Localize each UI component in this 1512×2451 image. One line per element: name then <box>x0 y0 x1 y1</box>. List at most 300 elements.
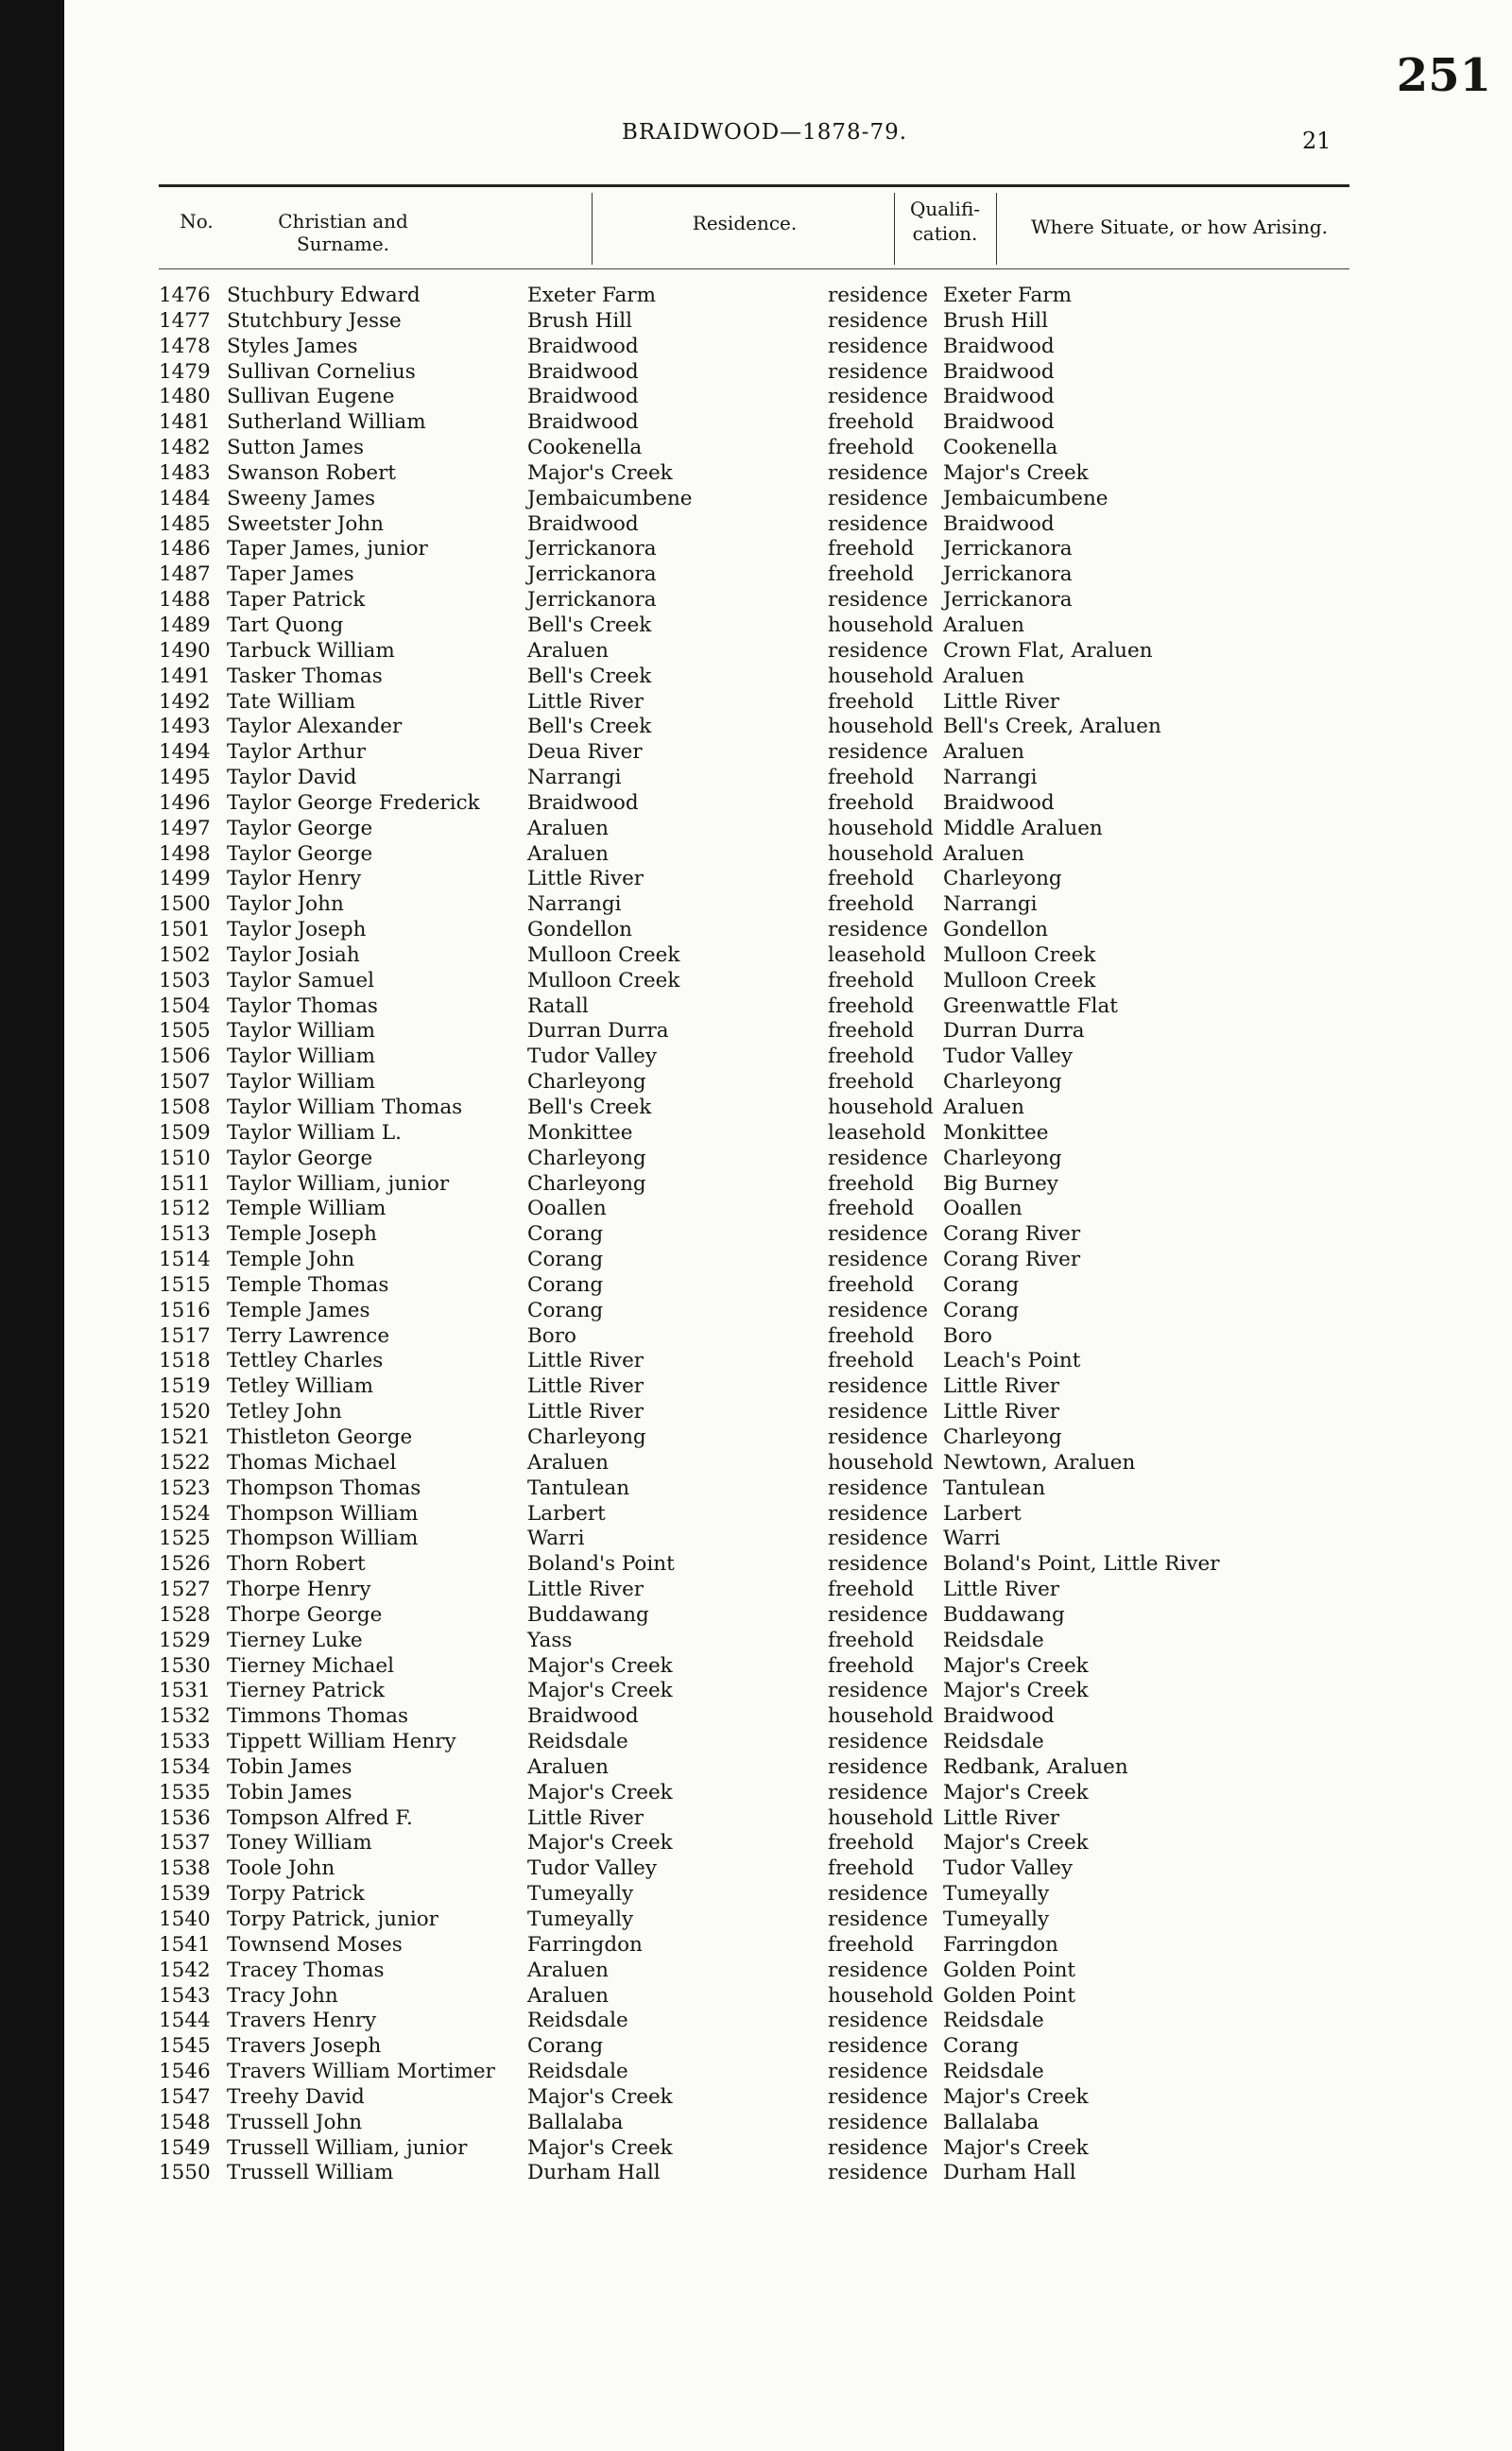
where-situate: Little River <box>943 1400 1060 1424</box>
table-row <box>64 360 1482 386</box>
entry-number: 1522 <box>159 1450 211 1475</box>
where-situate: Little River <box>943 1374 1060 1399</box>
christian-and-surname: Thorpe George <box>227 1602 383 1627</box>
christian-and-surname: Thompson William <box>227 1527 419 1551</box>
qualification: residence <box>828 588 929 613</box>
qualification: household <box>828 1704 934 1729</box>
entry-number: 1540 <box>159 1907 211 1931</box>
christian-and-surname: Toney William <box>227 1831 372 1856</box>
christian-and-surname: Taylor William L. <box>227 1120 402 1145</box>
residence: Brush Hill <box>527 308 633 333</box>
entry-number: 1481 <box>159 410 211 435</box>
qualification: household <box>828 715 934 739</box>
page-title: BRAIDWOOD—1878-79. <box>622 120 908 145</box>
entry-number: 1504 <box>159 993 211 1018</box>
entry-number: 1490 <box>159 638 211 663</box>
entry-number: 1535 <box>159 1780 211 1804</box>
residence: Charleyong <box>527 1146 646 1170</box>
where-situate: Tumeyally <box>943 1882 1050 1907</box>
entry-number: 1536 <box>159 1805 211 1830</box>
christian-and-surname: Temple William <box>227 1197 387 1221</box>
residence: Corang <box>527 1272 604 1297</box>
qualification: residence <box>828 740 929 765</box>
qualification: household <box>828 1805 934 1830</box>
christian-and-surname: Taylor David <box>227 766 357 790</box>
where-situate: Major's Creek <box>943 1679 1089 1703</box>
qualification: residence <box>828 385 929 409</box>
entry-number: 1510 <box>159 1146 211 1170</box>
table-row <box>64 1400 1482 1425</box>
where-situate: Major's Creek <box>943 1780 1089 1804</box>
entry-number: 1545 <box>159 2034 211 2059</box>
table-row <box>64 817 1482 842</box>
table-row <box>64 1730 1482 1755</box>
residence: Major's Creek <box>527 460 673 485</box>
table-row <box>64 1425 1482 1451</box>
residence: Narrangi <box>527 892 622 917</box>
qualification: residence <box>828 918 929 942</box>
residence: Major's Creek <box>527 1780 673 1804</box>
christian-and-surname: Tippett William Henry <box>227 1730 456 1754</box>
table-row <box>64 385 1482 410</box>
christian-and-surname: Sweetster John <box>227 511 384 536</box>
residence: Braidwood <box>527 334 639 358</box>
qualification: leasehold <box>828 1120 926 1145</box>
where-situate: Corang River <box>943 1222 1081 1247</box>
qualification: freehold <box>828 1044 915 1069</box>
christian-and-surname: Thomas Michael <box>227 1450 397 1475</box>
christian-and-surname: Taper James <box>227 562 354 587</box>
qualification: household <box>828 816 934 840</box>
residence: Jerrickanora <box>527 588 657 613</box>
entry-number: 1513 <box>159 1222 211 1247</box>
christian-and-surname: Taylor William <box>227 1044 375 1069</box>
table-row <box>64 1806 1482 1832</box>
entry-number: 1534 <box>159 1754 211 1779</box>
christian-and-surname: Trussell William <box>227 2161 394 2185</box>
where-situate: Greenwattle Flat <box>943 993 1118 1018</box>
where-situate: Araluen <box>943 740 1024 765</box>
christian-and-surname: Temple Joseph <box>227 1222 377 1247</box>
where-situate: Major's Creek <box>943 1831 1089 1856</box>
residence: Ballalaba <box>527 2110 624 2134</box>
residence: Little River <box>527 1349 644 1373</box>
table-row <box>64 892 1482 918</box>
entry-number: 1486 <box>159 537 211 561</box>
table-row <box>64 842 1482 868</box>
christian-and-surname: Swanson Robert <box>227 460 396 485</box>
entry-number: 1476 <box>159 284 211 307</box>
christian-and-surname: Townsend Moses <box>227 1932 403 1957</box>
table-row <box>64 994 1482 1020</box>
where-situate: Buddawang <box>943 1602 1065 1627</box>
entry-number: 1515 <box>159 1272 211 1297</box>
qualification: freehold <box>828 993 915 1018</box>
entry-number: 1527 <box>159 1578 211 1602</box>
christian-and-surname: Taylor Arthur <box>227 740 366 765</box>
qualification: residence <box>828 2060 929 2084</box>
qualification: residence <box>828 1754 929 1779</box>
where-situate: Ballalaba <box>943 2110 1040 2134</box>
entry-number: 1491 <box>159 664 211 688</box>
where-situate: Farringdon <box>943 1932 1058 1957</box>
entry-number: 1544 <box>159 2009 211 2033</box>
residence: Gondellon <box>527 918 632 942</box>
entry-number: 1489 <box>159 613 211 637</box>
residence: Braidwood <box>527 1704 639 1729</box>
christian-and-surname: Sweeny James <box>227 486 375 510</box>
qualification: residence <box>828 1527 929 1551</box>
entry-number: 1541 <box>159 1932 211 1957</box>
table-row <box>64 918 1482 943</box>
where-situate: Araluen <box>943 841 1024 866</box>
christian-and-surname: Thompson William <box>227 1501 419 1526</box>
where-situate: Braidwood <box>943 359 1055 384</box>
table-header <box>159 184 1349 269</box>
where-situate: Araluen <box>943 664 1024 688</box>
residence: Tumeyally <box>527 1882 634 1907</box>
residence: Mulloon Creek <box>527 942 680 967</box>
where-situate: Narrangi <box>943 892 1038 917</box>
where-situate: Braidwood <box>943 334 1055 358</box>
where-situate: Little River <box>943 1805 1060 1830</box>
qualification: freehold <box>828 1323 915 1348</box>
where-situate: Reidsdale <box>943 1730 1044 1754</box>
table-row <box>64 2034 1482 2060</box>
christian-and-surname: Tierney Michael <box>227 1653 394 1678</box>
table-row <box>64 943 1482 969</box>
christian-and-surname: Taylor George <box>227 816 373 840</box>
residence: Tumeyally <box>527 1907 634 1931</box>
qualification: freehold <box>828 892 915 917</box>
residence: Jembaicumbene <box>527 486 693 510</box>
entry-number: 1511 <box>159 1171 211 1196</box>
qualification: residence <box>828 284 929 307</box>
table-row <box>64 1349 1482 1374</box>
table-row <box>64 1578 1482 1603</box>
entry-number: 1502 <box>159 942 211 967</box>
entry-number: 1479 <box>159 359 211 384</box>
table-row <box>64 1831 1482 1856</box>
entry-number: 1550 <box>159 2161 211 2185</box>
residence: Braidwood <box>527 790 639 815</box>
where-situate: Big Burney <box>943 1171 1058 1196</box>
qualification: residence <box>828 1222 929 1247</box>
where-situate: Braidwood <box>943 410 1055 435</box>
where-situate: Major's Creek <box>943 2084 1089 2109</box>
qualification: freehold <box>828 1272 915 1297</box>
entry-number: 1487 <box>159 562 211 587</box>
entry-number: 1533 <box>159 1730 211 1754</box>
christian-and-surname: Torpy Patrick, junior <box>227 1907 438 1931</box>
christian-and-surname: Styles James <box>227 334 358 358</box>
table-row <box>64 1172 1482 1198</box>
table-row <box>64 461 1482 487</box>
qualification: residence <box>828 2135 929 2160</box>
qualification: household <box>828 1983 934 2008</box>
qualification: residence <box>828 1907 929 1931</box>
qualification: freehold <box>828 436 915 460</box>
column-divider <box>996 193 997 265</box>
table-row <box>64 690 1482 716</box>
entry-number: 1503 <box>159 968 211 992</box>
table-row <box>64 309 1482 335</box>
where-situate: Mulloon Creek <box>943 942 1096 967</box>
where-situate: Braidwood <box>943 1704 1055 1729</box>
christian-and-surname: Thistleton George <box>227 1424 413 1449</box>
qualification: residence <box>828 1146 929 1170</box>
christian-and-surname: Taper James, junior <box>227 537 428 561</box>
entry-number: 1512 <box>159 1197 211 1221</box>
table-row <box>64 2136 1482 2162</box>
christian-and-surname: Tasker Thomas <box>227 664 383 688</box>
christian-and-surname: Trussell William, junior <box>227 2135 468 2160</box>
qualification: residence <box>828 1400 929 1424</box>
christian-and-surname: Temple James <box>227 1298 370 1322</box>
christian-and-surname: Tompson Alfred F. <box>227 1805 413 1830</box>
where-situate: Jerrickanora <box>943 588 1073 613</box>
table-row <box>64 1451 1482 1476</box>
residence: Araluen <box>527 841 609 866</box>
qualification: freehold <box>828 867 915 891</box>
where-situate: Tumeyally <box>943 1907 1050 1931</box>
col-header-residence: Residence. <box>692 212 798 234</box>
christian-and-surname: Tracey Thomas <box>227 1958 385 1982</box>
where-situate: Little River <box>943 1578 1060 1602</box>
table-row <box>64 284 1482 309</box>
christian-and-surname: Taylor Samuel <box>227 968 374 992</box>
residence: Araluen <box>527 816 609 840</box>
qualification: household <box>828 664 934 688</box>
col-header-where: Where Situate, or how Arising. <box>1030 216 1328 238</box>
where-situate: Newtown, Araluen <box>943 1450 1136 1475</box>
entry-number: 1520 <box>159 1400 211 1424</box>
table-row <box>64 715 1482 740</box>
christian-and-surname: Taylor George <box>227 1146 373 1170</box>
qualification: residence <box>828 1780 929 1804</box>
residence: Araluen <box>527 1983 609 2008</box>
entry-number: 1484 <box>159 486 211 510</box>
qualification: residence <box>828 1374 929 1399</box>
where-situate: Charleyong <box>943 1424 1062 1449</box>
entry-number: 1549 <box>159 2135 211 2160</box>
table-row <box>64 1147 1482 1172</box>
residence: Little River <box>527 1805 644 1830</box>
residence: Reidsdale <box>527 2060 628 2084</box>
residence: Corang <box>527 1222 604 1247</box>
table-row <box>64 335 1482 360</box>
qualification: residence <box>828 460 929 485</box>
table-row <box>64 1755 1482 1781</box>
residence: Araluen <box>527 638 609 663</box>
qualification: freehold <box>828 766 915 790</box>
where-situate: Brush Hill <box>943 308 1049 333</box>
entry-number: 1521 <box>159 1424 211 1449</box>
qualification: residence <box>828 1882 929 1907</box>
qualification: household <box>828 1096 934 1119</box>
qualification: residence <box>828 359 929 384</box>
where-situate: Little River <box>943 689 1060 714</box>
qualification: freehold <box>828 968 915 992</box>
table-row <box>64 1781 1482 1806</box>
entry-number: 1495 <box>159 766 211 790</box>
christian-and-surname: Taylor George <box>227 841 373 866</box>
entry-number: 1523 <box>159 1476 211 1500</box>
col-header-name: Christian and Surname. <box>278 210 408 255</box>
christian-and-surname: Tracy John <box>227 1983 338 2008</box>
christian-and-surname: Taylor William, junior <box>227 1171 450 1196</box>
where-situate: Durran Durra <box>943 1019 1085 1044</box>
qualification: freehold <box>828 410 915 435</box>
table-row <box>64 1603 1482 1629</box>
where-situate: Tudor Valley <box>943 1044 1073 1069</box>
residence: Durham Hall <box>527 2161 661 2185</box>
table-row <box>64 436 1482 461</box>
residence: Corang <box>527 1298 604 1322</box>
christian-and-surname: Taylor Henry <box>227 867 362 891</box>
where-situate: Leach's Point <box>943 1349 1081 1373</box>
residence: Braidwood <box>527 511 639 536</box>
residence: Bell's Creek <box>527 664 652 688</box>
where-situate: Reidsdale <box>943 2060 1044 2084</box>
where-situate: Golden Point <box>943 1958 1076 1982</box>
qualification: residence <box>828 1958 929 1982</box>
where-situate: Jembaicumbene <box>943 486 1108 510</box>
qualification: freehold <box>828 790 915 815</box>
where-situate: Gondellon <box>943 918 1048 942</box>
where-situate: Cookenella <box>943 436 1058 460</box>
entry-number: 1542 <box>159 1958 211 1982</box>
entry-number: 1514 <box>159 1248 211 1272</box>
where-situate: Braidwood <box>943 790 1055 815</box>
qualification: freehold <box>828 562 915 587</box>
residence: Durran Durra <box>527 1019 669 1044</box>
christian-and-surname: Travers Joseph <box>227 2034 382 2059</box>
christian-and-surname: Sutherland William <box>227 410 426 435</box>
where-situate: Araluen <box>943 613 1024 637</box>
qualification: residence <box>828 2009 929 2033</box>
residence: Reidsdale <box>527 1730 628 1754</box>
residence: Ratall <box>527 993 589 1018</box>
entry-number: 1530 <box>159 1653 211 1678</box>
qualification: residence <box>828 1501 929 1526</box>
qualification: residence <box>828 2110 929 2134</box>
where-situate: Exeter Farm <box>943 284 1072 307</box>
where-situate: Boro <box>943 1323 992 1348</box>
christian-and-surname: Tierney Patrick <box>227 1679 385 1703</box>
table-row <box>64 1324 1482 1350</box>
table-row <box>64 588 1482 613</box>
entry-number: 1524 <box>159 1501 211 1526</box>
table-row <box>64 1273 1482 1299</box>
entry-number: 1531 <box>159 1679 211 1703</box>
page-number: 21 <box>1302 128 1332 154</box>
residence: Little River <box>527 1578 644 1602</box>
christian-and-surname: Taylor William Thomas <box>227 1096 463 1119</box>
christian-and-surname: Thorpe Henry <box>227 1578 371 1602</box>
table-row <box>64 1044 1482 1070</box>
entry-number: 1537 <box>159 1831 211 1856</box>
qualification: household <box>828 1450 934 1475</box>
residence: Cookenella <box>527 436 643 460</box>
table-row <box>64 2009 1482 2034</box>
where-situate: Corang River <box>943 1248 1081 1272</box>
residence: Ooallen <box>527 1197 607 1221</box>
column-divider <box>894 193 895 265</box>
table-row <box>64 2085 1482 2111</box>
residence: Tudor Valley <box>527 1044 657 1069</box>
entry-number: 1480 <box>159 385 211 409</box>
entry-number: 1477 <box>159 308 211 333</box>
christian-and-surname: Taylor George Frederick <box>227 790 480 815</box>
where-situate: Jerrickanora <box>943 537 1073 561</box>
table-row <box>64 1984 1482 2010</box>
residence: Charleyong <box>527 1424 646 1449</box>
table-row <box>64 2161 1482 2186</box>
christian-and-surname: Tierney Luke <box>227 1628 363 1652</box>
entry-number: 1548 <box>159 2110 211 2134</box>
entry-number: 1528 <box>159 1602 211 1627</box>
christian-and-surname: Sullivan Cornelius <box>227 359 416 384</box>
qualification: residence <box>828 2084 929 2109</box>
where-situate: Braidwood <box>943 385 1055 409</box>
table-row <box>64 1959 1482 1984</box>
table-row <box>64 740 1482 766</box>
entry-number: 1507 <box>159 1070 211 1095</box>
christian-and-surname: Tate William <box>227 689 356 714</box>
residence: Tantulean <box>527 1476 630 1500</box>
residence: Major's Creek <box>527 2084 673 2109</box>
qualification: freehold <box>828 1349 915 1373</box>
entry-number: 1497 <box>159 816 211 840</box>
entry-number: 1526 <box>159 1552 211 1577</box>
table-row <box>64 537 1482 562</box>
residence: Little River <box>527 1374 644 1399</box>
residence: Exeter Farm <box>527 284 656 307</box>
qualification: freehold <box>828 1171 915 1196</box>
residence: Araluen <box>527 1754 609 1779</box>
entry-number: 1482 <box>159 436 211 460</box>
christian-and-surname: Timmons Thomas <box>227 1704 409 1729</box>
qualification: residence <box>828 1476 929 1500</box>
residence: Bell's Creek <box>527 1096 652 1119</box>
where-situate: Tudor Valley <box>943 1856 1073 1881</box>
christian-and-surname: Tarbuck William <box>227 638 395 663</box>
entry-number: 1517 <box>159 1323 211 1348</box>
table-row <box>64 969 1482 994</box>
qualification: freehold <box>828 1856 915 1881</box>
elector-list <box>64 284 1482 2186</box>
table-row <box>64 1704 1482 1730</box>
residence: Major's Creek <box>527 2135 673 2160</box>
qualification: freehold <box>828 537 915 561</box>
entry-number: 1532 <box>159 1704 211 1729</box>
table-row <box>64 512 1482 538</box>
residence: Boro <box>527 1323 576 1348</box>
qualification: residence <box>828 511 929 536</box>
table-row <box>64 1856 1482 1882</box>
qualification: residence <box>828 1424 929 1449</box>
table-row <box>64 639 1482 665</box>
christian-and-surname: Stuchbury Edward <box>227 284 421 307</box>
qualification: residence <box>828 2034 929 2059</box>
residence: Corang <box>527 2034 604 2059</box>
where-situate: Narrangi <box>943 766 1038 790</box>
christian-and-surname: Taylor John <box>227 892 344 917</box>
entry-number: 1498 <box>159 841 211 866</box>
where-situate: Charleyong <box>943 867 1062 891</box>
column-divider <box>592 193 593 265</box>
